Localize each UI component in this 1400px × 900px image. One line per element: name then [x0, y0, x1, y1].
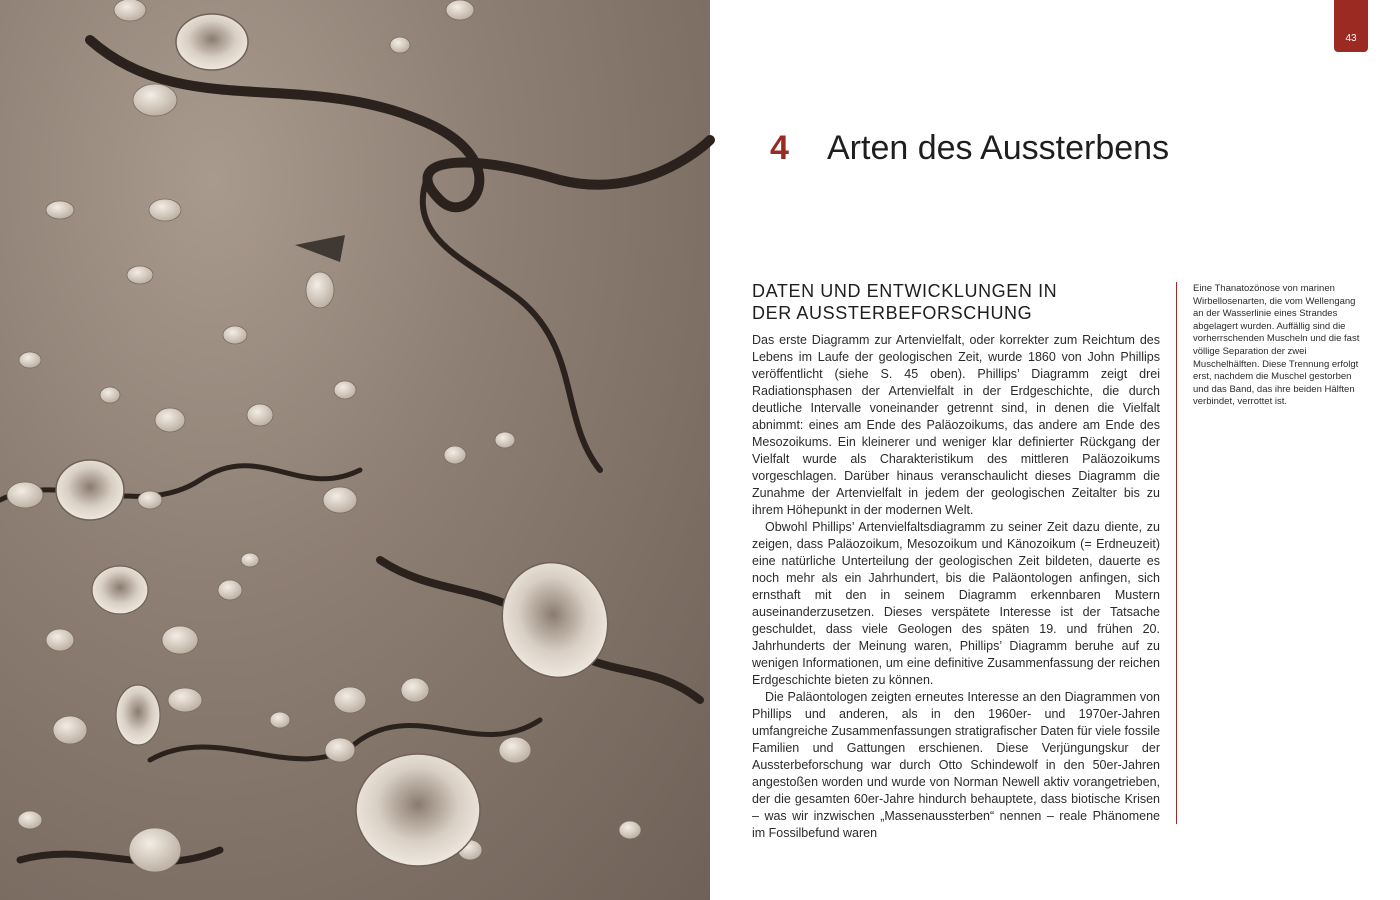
section-heading: [752, 280, 1172, 324]
small-shells: [7, 0, 641, 872]
dark-scallop-shell: [295, 235, 345, 262]
paragraph-2: Obwohl Phillips’ Artenvielfaltsdiagramm zu seiner Zeit dazu diente, zu zeigen, dass Paläozoikum, Mesozoikum und Känozoikum (= Erdneuzeit) eine natürliche Unterteilung der geologischen Zeit bildeten, dauerte es noch mehr als ein Jahrhundert, bis die Paläontologen anfingen, sich ernsthaft mit den in seinem Diagramm erkennbaren Mustern auseinanderzusetzen. Dieses verspätete Interesse ist der Tatsache geschuldet, dass viele Geologen des späten 19. und frühen 20. Jahrhunderts der Meinung waren, Phillips’ Diagramm beruhe auf zu wenigen Informationen, um eine definitive Zusammenfassung der reichen Erdgeschichte bieten zu können.: [752, 520, 1160, 687]
section-heading-line-1: DATEN UND ENTWICKLUNGEN IN: [752, 281, 1058, 301]
chapter-title: Arten des Aussterbens: [827, 129, 1170, 167]
seaweed-strands: [0, 40, 710, 862]
section-heading-line-2: DER AUSSTERBEFORSCHUNG: [752, 303, 1033, 323]
page-number: 43: [1345, 33, 1357, 44]
body-text: [752, 332, 1160, 840]
paragraph-3: Die Paläontologen zeigten erneutes Interesse an den Diagrammen von Phillips und anderen, als in den 1960er- und 1970er-Jahren umfangreiche Zusammenfassungen stratigrafischer Daten für viele fossile Familien und Gattungen erschienen. Diese Verjüngungskur der Aussterbeforschung war durch Otto Schindewolf in den 50er-Jahren angestoßen worden und wurde von Norman Newell aktiv vorangetrieben, der die gesamten 60er-Jahre hindurch behauptete, dass biotische Krisen – was wir inzwischen „Massenaussterben“ nennen – reale Phänomene im Fossilbefund waren: [752, 690, 1160, 840]
caption-divider: [1176, 282, 1177, 824]
photo-caption: Eine Thanatozönose von marinen Wirbellosenarten, die vom Wellengang an der Wasserlinie eines Strandes abgelagert wurden. Auffällig sind die vorherrschenden Muscheln und die fast völlige Separation der zwei Muschelhälften. Diese Trennung erfolgt erst, nachdem die Muschel gestorben und das Band, das ihre beiden Hälften verbindet, verrottet ist.: [1193, 283, 1360, 408]
paragraph-1: Das erste Diagramm zur Artenvielfalt, oder korrekter zum Reichtum des Lebens im Laufe der geologischen Zeit, wurde 1860 von John Phillips veröffentlicht (siehe S. 45 oben). Phillips’ Diagramm zeigt drei Radiationsphasen der Artenvielfalt in der Erdgeschichte, die durch deutliche Intervalle voneinander getrennt sind, in denen die Vielfalt abnimmt: eines am Ende des Paläozoikums, das andere am Ende des Mesozoikums. Ein kleinerer und weniger klar definierter Rückgang der Vielfalt wurde als Charakteristikum des mittleren Paläozoikums vorgeschlagen. Darüber hinaus veranschaulicht dieses Diagramm die Zunahme der Artenvielfalt in jedem der geologischen Zeitalter bis zu ihrem Höhepunkt in der modernen Welt.: [752, 333, 1160, 517]
chapter-number: 4: [770, 129, 789, 167]
